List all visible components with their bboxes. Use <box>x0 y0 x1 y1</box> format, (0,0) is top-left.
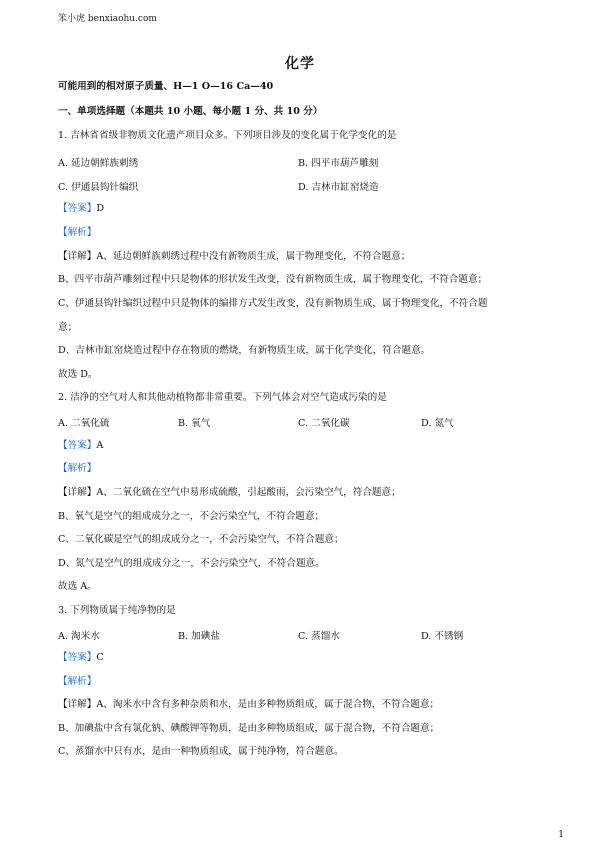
question-2-stem: 2. 洁净的空气对人和其他动植物都非常重要。下列气体会对空气造成污染的是 <box>58 392 387 403</box>
q2-detail-line-2: B、氧气是空气的组成成分之一，不会污染空气，不符合题意； <box>58 511 325 522</box>
q1-option-a: A. 延边朝鲜族刺绣 <box>58 158 139 169</box>
question-3-stem: 3. 下列物质属于纯净物的是 <box>58 605 176 616</box>
q1-detail-line-3: C、伊通县钩针编织过程中只是物体的编排方式发生改变，没有新物质生成，属于物理变化，不符合题 <box>58 298 488 309</box>
answer-value: D <box>96 203 105 214</box>
q3-option-c: C. 蒸馏水 <box>298 631 340 642</box>
answer-tag: 【答案】 <box>58 203 97 214</box>
q1-option-c: C. 伊通县钩针编织 <box>58 182 139 193</box>
q2-analysis-tag: 【解析】 <box>58 463 97 474</box>
page-number: 1 <box>558 830 564 840</box>
answer-value: C <box>96 652 104 663</box>
section-heading: 一、单项选择题（本题共 10 小题、每小题 1 分、共 10 分） <box>58 106 323 117</box>
q1-conclusion: 故选 D。 <box>58 369 98 380</box>
detail-text: A、二氧化硫在空气中易形成硫酸，引起酸雨，会污染空气，符合题意； <box>96 487 401 498</box>
q3-detail-line-1 <box>58 698 542 712</box>
detail-tag: 【详解】 <box>58 487 97 498</box>
q2-detail-line-3: C、二氧化碳是空气的组成成分之一，不会污染空气，不符合题意； <box>58 534 344 545</box>
atomic-mass-line: 可能用到的相对原子质量、H—1 O—16 Ca—40 <box>58 81 274 92</box>
q1-detail-line-3-cont: 意； <box>58 322 78 333</box>
answer-tag: 【答案】 <box>58 652 97 663</box>
detail-text: A、淘米水中含有多种杂质和水，是由多种物质组成，属于混合物，不符合题意； <box>96 699 440 710</box>
page-title: 化学 <box>285 56 315 72</box>
detail-tag: 【详解】 <box>58 699 97 710</box>
q1-option-d: D. 吉林市缸窑烧造 <box>298 182 379 193</box>
q2-option-b: B. 氧气 <box>178 418 211 429</box>
q1-option-b: B. 四平市葫芦雕刻 <box>298 158 379 169</box>
site-watermark: 笨小虎 benxiaohu.com <box>58 14 157 24</box>
detail-text: A、延边朝鲜族刺绣过程中没有新物质生成，属于物理变化，不符合题意； <box>96 251 411 262</box>
q1-analysis-tag: 【解析】 <box>58 227 97 238</box>
q3-answer <box>58 651 542 665</box>
q3-detail-line-3: C、蒸馏水中只有水，是由一种物质组成，属于纯净物，符合题意。 <box>58 746 344 757</box>
q1-detail-line-1 <box>58 250 542 264</box>
detail-tag: 【详解】 <box>58 251 97 262</box>
q1-detail-line-2: B、四平市葫芦雕刻过程中只是物体的形状发生改变，没有新物质生成，属于物理变化，不符合题意； <box>58 274 488 285</box>
answer-value: A <box>96 440 104 451</box>
answer-tag: 【答案】 <box>58 440 97 451</box>
q3-option-a: A. 淘米水 <box>58 631 100 642</box>
q2-option-d: D. 氮气 <box>421 418 454 429</box>
q3-analysis-tag: 【解析】 <box>58 676 97 687</box>
q2-conclusion: 故选 A。 <box>58 581 97 592</box>
q2-option-c: C. 二氧化碳 <box>298 418 350 429</box>
q3-option-d: D. 不锈钢 <box>421 631 464 642</box>
q2-detail-line-4: D、氮气是空气的组成成分之一，不会污染空气，不符合题意。 <box>58 558 325 569</box>
q1-answer <box>58 202 542 216</box>
q2-detail-line-1 <box>58 486 542 500</box>
q3-option-b: B. 加碘盐 <box>178 631 220 642</box>
question-1-stem: 1. 吉林省省级非物质文化遗产项目众多。下列项目涉及的变化属于化学变化的是 <box>58 130 397 141</box>
q2-answer <box>58 439 542 453</box>
q2-option-a: A. 二氧化硫 <box>58 418 110 429</box>
q3-detail-line-2: B、加碘盐中含有氯化钠、碘酸钾等物质，是由多种物质组成，属于混合物，不符合题意； <box>58 723 440 734</box>
q1-detail-line-4: D、吉林市缸窑烧造过程中存在物质的燃烧，有新物质生成，属于化学变化，符合题意。 <box>58 345 431 356</box>
